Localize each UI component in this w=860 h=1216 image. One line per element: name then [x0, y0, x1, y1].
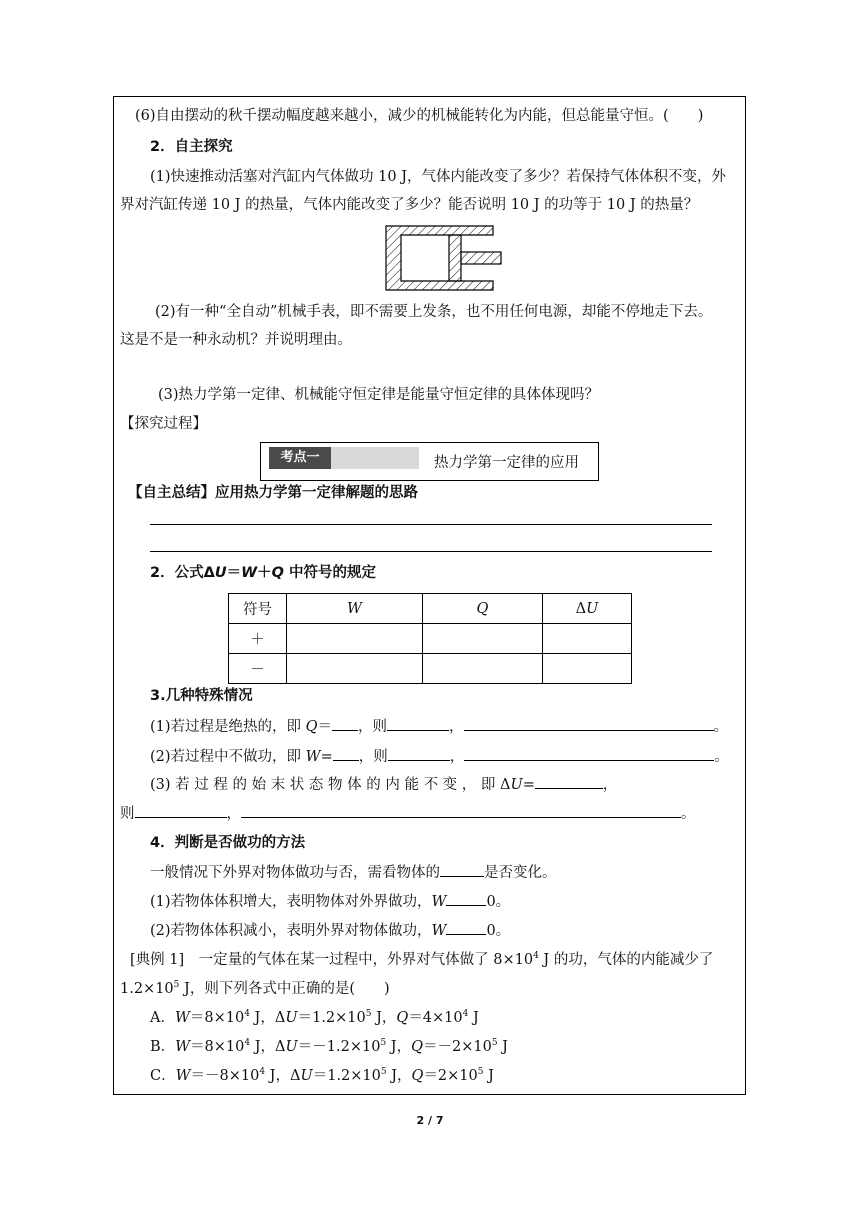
process-heading: 【探究过程】 [120, 416, 207, 432]
header-du: ΔU [543, 594, 632, 624]
table-row [229, 624, 632, 654]
answer-line-2 [150, 551, 712, 552]
blank[interactable] [535, 774, 603, 789]
blank[interactable] [446, 920, 486, 935]
explore-2-line-1: (2)有一种“全自动”机械手表，即不需要上发条，也不用任何电源，却能不停地走下去。 [155, 304, 713, 320]
example-1-line-2: $1.2\times 10^5$ J，则下列各式中正确的是( ) [120, 980, 390, 997]
blank[interactable] [333, 746, 359, 761]
explore-2-line-2: 这是不是一种永动机？并说明理由。 [120, 332, 352, 348]
explore-1-line-1: (1)快速推动活塞对汽缸内气体做功 10 J，气体内能改变了多少？若保持气体体积不变，外 [150, 169, 727, 185]
special-cases-heading: 3.几种特殊情况 [150, 688, 253, 704]
kaodian-tag: 考点一 [269, 447, 331, 469]
table-row [229, 594, 632, 624]
cell-plus-w [287, 624, 423, 654]
header-w: W [287, 594, 423, 624]
answer-line-1 [150, 524, 712, 525]
work-method-line: 一般情况下外界对物体做功与否，需看物体的 是否变化。 [150, 862, 557, 883]
blank[interactable] [464, 746, 714, 761]
page-number: 2 / 7 [416, 1114, 444, 1127]
blank[interactable] [387, 716, 449, 731]
cell-minus-q [423, 654, 543, 684]
work-method-heading: 4．判断是否做功的方法 [150, 835, 306, 851]
formula-heading: 2．公式ΔU＝W＋Q 中符号的规定 [150, 565, 376, 581]
work-case-1: (1)若物体体积增大，表明物体对外界做功，W 0。 [150, 891, 510, 912]
special-case-2: (2)若过程中不做功，即 W= ，则 ， 。 [150, 746, 729, 767]
blank[interactable] [440, 862, 484, 877]
explore-3: (3)热力学第一定律、机械能守恒定律是能量守恒定律的具体体现吗？ [158, 387, 600, 403]
section-title-self-explore: 2．自主探究 [150, 139, 233, 155]
blank[interactable] [135, 803, 227, 818]
blank[interactable] [388, 746, 450, 761]
cell-minus-w [287, 654, 423, 684]
work-case-2: (2)若物体体积减小，表明外界对物体做功，W 0。 [150, 920, 510, 941]
blank[interactable] [241, 803, 681, 818]
row-plus-label: ＋ [229, 624, 287, 654]
special-case-3-line-1: (3) 若 过 程 的 始 末 状 态 物 体 的 内 能 不 变 ， 即 ΔU= ， [150, 774, 617, 795]
cell-plus-du [543, 624, 632, 654]
special-case-1: (1)若过程是绝热的，即 Q＝ ，则 ， 。 [150, 716, 728, 737]
cell-plus-q [423, 624, 543, 654]
blank[interactable] [464, 716, 714, 731]
row-minus-label: － [229, 654, 287, 684]
blank[interactable] [446, 891, 486, 906]
piston-cylinder-figure [385, 225, 505, 291]
table-row [229, 654, 632, 684]
explore-1-line-2: 界对汽缸传递 10 J 的热量，气体内能改变了多少？能否说明 10 J 的功等于 10 J 的热量？ [120, 197, 699, 213]
option-c: C．$W=-8\times 10^4$ J，$\Delta U=1.2\times 10^5$ J，$Q=2\times 10^5$ J [150, 1067, 494, 1084]
sign-table [228, 593, 632, 684]
example-1-line-1: [典例 1] 一定量的气体在某一过程中，外界对气体做了 $8\times 10^4$ J 的功，气体的内能减少了 [130, 951, 714, 968]
blank[interactable] [332, 716, 358, 731]
cell-minus-du [543, 654, 632, 684]
special-case-3-line-2: 则 ， 。 [120, 803, 696, 824]
kaodian-box [260, 442, 599, 481]
header-q: Q [423, 594, 543, 624]
summary-heading: 【自主总结】应用热力学第一定律解题的思路 [128, 485, 418, 501]
option-b: B．$W=8\times 10^4$ J，$\Delta U=-1.2\times 10^5$ J，$Q=-2\times 10^5$ J [150, 1038, 508, 1055]
option-a: A．$W=8\times 10^4$ J，$\Delta U=1.2\times 10^5$ J，$Q=4\times 10^4$ J [150, 1009, 479, 1026]
kaodian-title: 热力学第一定律的应用 [434, 455, 579, 471]
kaodian-tag-bar [269, 447, 419, 469]
header-symbol: 符号 [229, 594, 287, 624]
question-6: (6)自由摆动的秋千摆动幅度越来越小，减少的机械能转化为内能，但总能量守恒。( ) [135, 108, 704, 124]
